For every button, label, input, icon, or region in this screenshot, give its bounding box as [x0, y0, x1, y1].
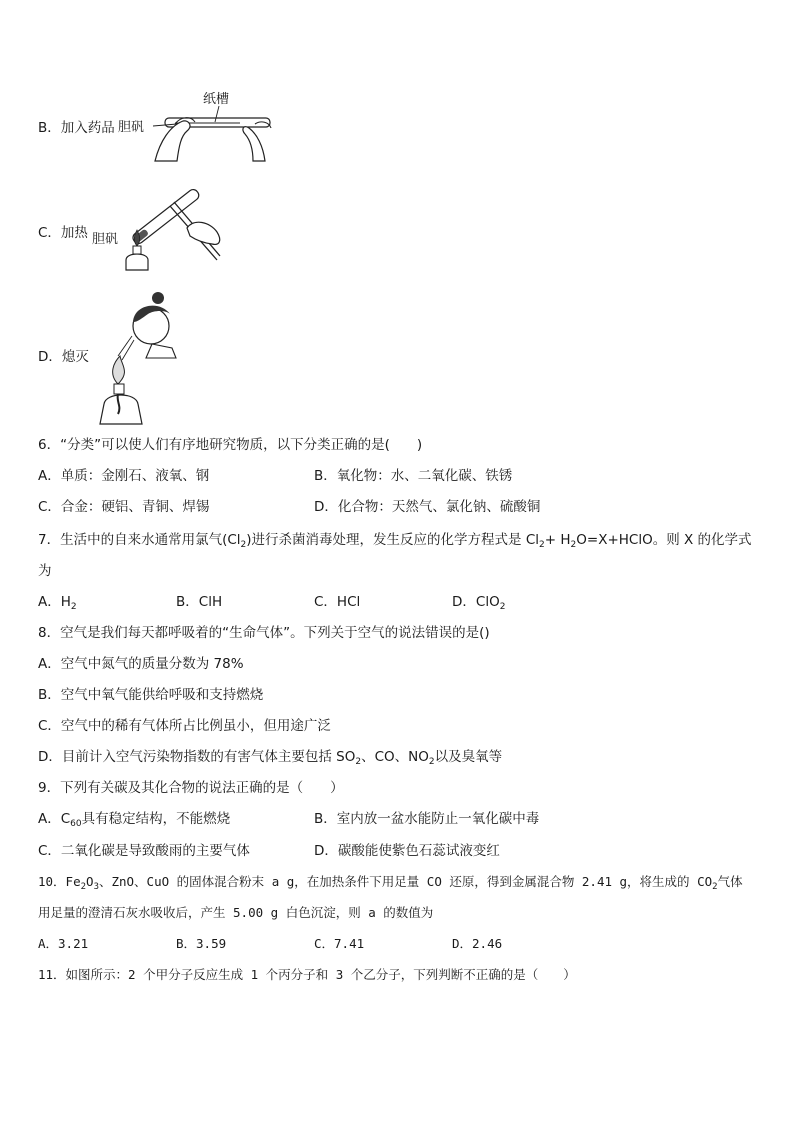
q7-option-a: A．$H_2$	[38, 594, 77, 612]
q8-option-d: D．目前计入空气污染物指数的有害气体主要包括 $SO_2$、CO、$NO_2$以及臭氧等	[38, 749, 503, 767]
q9-stem: 9．下列有关碳及其化合物的说法正确的是（ ）	[38, 780, 344, 796]
q7-stem: 7．生活中的自来水通常用氯气$(Cl_2)$进行杀菌消毒处理，发生反应的化学方程式是 $Cl_2+$ $H_2O=X+HClO$。则 X 的化学式	[38, 532, 752, 550]
option-d-label: D．熄灭	[38, 349, 89, 365]
blowing-out-lamp-illustration	[96, 288, 186, 426]
q8-option-b: B．空气中氧气能供给呼吸和支持燃烧	[38, 687, 264, 703]
q6-stem: 6．“分类”可以使人们有序地研究物质，以下分类正确的是( )	[38, 437, 423, 453]
heating-illustration	[92, 188, 232, 272]
q7-option-c: C．HCl	[314, 594, 361, 610]
q8-option-c: C．空气中的稀有气体所占比例虽小，但用途广泛	[38, 718, 331, 734]
q6-option-b: B．氧化物：水、二氧化碳、铁锈	[314, 468, 513, 484]
q8-option-a: A．空气中氮气的质量分数为 78%	[38, 656, 244, 672]
q9-option-d: D．碳酸能使紫色石蕊试液变红	[314, 843, 500, 859]
option-b-label: B．加入药品	[38, 120, 115, 136]
q10-stem: 10．$Fe_2O_3$、ZnO、CuO 的固体混合粉末 a g，在加热条件下用足量 CO 还原，得到金属混合物 2.41 g，将生成的 $CO_2$气体	[38, 874, 743, 892]
q10-stem-line2: 用足量的澄清石灰水吸收后，产生 5.00 g 白色沉淀，则 a 的数值为	[38, 905, 434, 920]
option-c-label: C．加热	[38, 225, 88, 241]
q7-option-b: B．ClH	[176, 594, 223, 610]
q6-option-c: C．合金：硬铝、青铜、焊锡	[38, 499, 210, 515]
label-zhi-cao: 纸槽	[203, 92, 230, 107]
q6-option-d: D．化合物：天然气、氯化钠、硫酸铜	[314, 499, 541, 515]
q9-option-b: B．室内放一盆水能防止一氧化碳中毒	[314, 811, 540, 827]
q9-option-c: C．二氧化碳是导致酸雨的主要气体	[38, 843, 250, 859]
q9-option-a: A．$C_{60}$具有稳定结构，不能燃烧	[38, 811, 231, 829]
q10-option-a: A．3.21	[38, 936, 89, 951]
q8-stem: 8．空气是我们每天都呼吸着的“生命气体”。下列关于空气的说法错误的是()	[38, 625, 490, 641]
q11-stem: 11．如图所示：2 个甲分子反应生成 1 个丙分子和 3 个乙分子，下列判断不正确的是（ ）	[38, 967, 576, 982]
label-dan-fan-c: 胆矾	[92, 232, 119, 247]
paper-trough-illustration	[115, 86, 285, 166]
q7-option-d: D．ClO$_2$	[452, 594, 506, 612]
q10-option-b: B．3.59	[176, 936, 227, 951]
q6-option-a: A．单质：金刚石、液氧、钢	[38, 468, 210, 484]
q7-stem-line2: 为	[38, 563, 52, 579]
q10-option-d: D．2.46	[452, 936, 503, 951]
q10-option-c: C．7.41	[314, 936, 365, 951]
label-dan-fan: 胆矾	[118, 120, 145, 135]
